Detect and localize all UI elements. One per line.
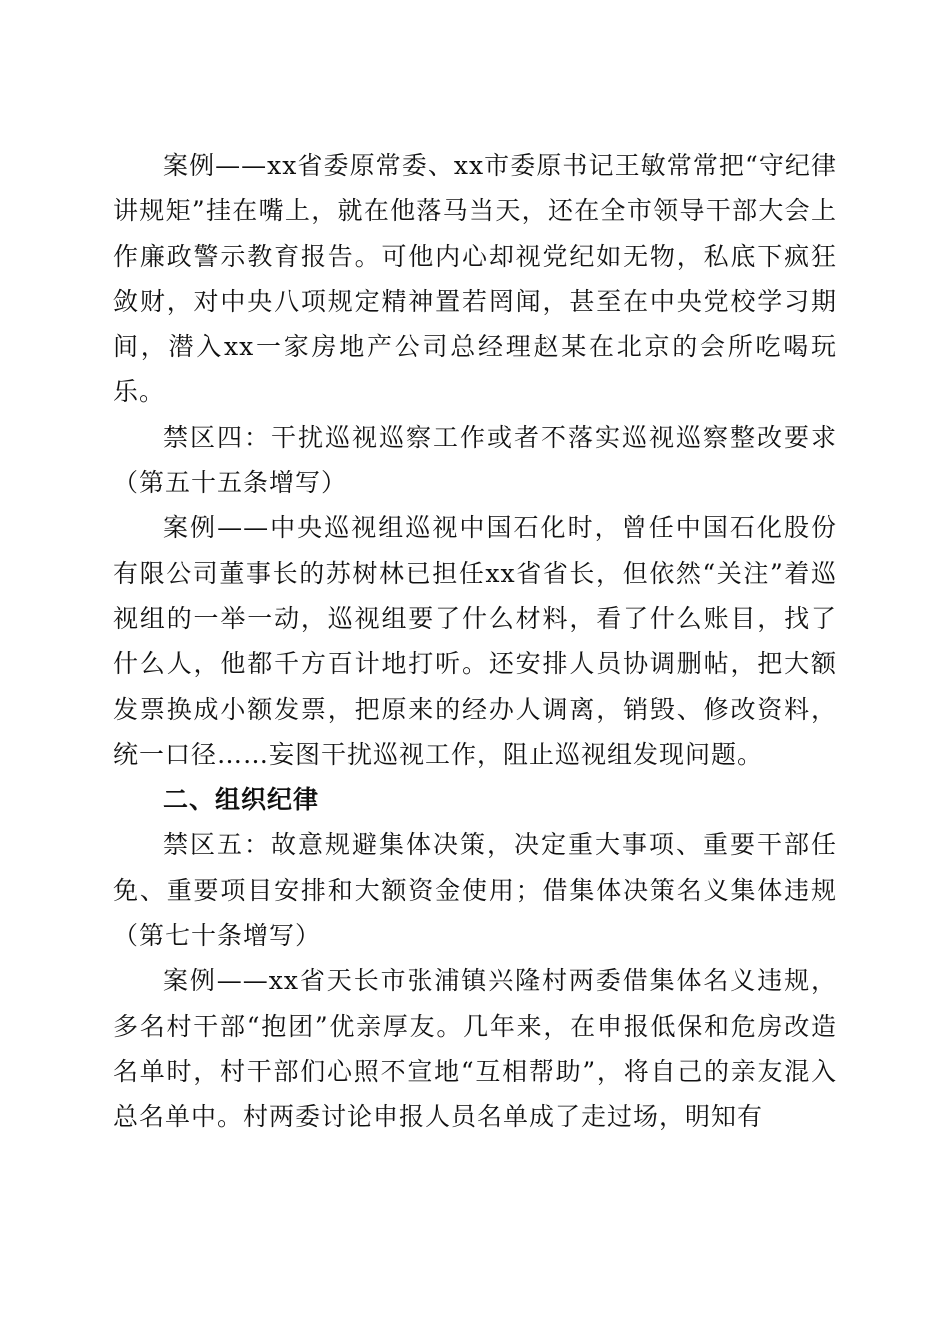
case-paragraph-su-shulin: 案例——中央巡视组巡视中国石化时，曾任中国石化股份有限公司董事长的苏树林已担任xx省省长，但依然“关注”着巡视组的一举一动，巡视组要了什么材料，看了什么账目，找了什么人，他都千方百计地打听。还安排人员协调删帖，把大额发票换成小额发票，把原来的经办人调离，销毁、修改资料，统一口径……妄图干扰巡视工作，阻止巡视组发现问题。 — [113, 513, 837, 769]
case-paragraph-xinglong-village: 案例——xx省天长市张浦镇兴隆村两委借集体名义违规，多名村干部“抱团”优亲厚友。几年来，在申报低保和危房改造名单时，村干部们心照不宣地“互相帮助”，将自己的亲友混入总名单中。村两委讨论申报人员名单成了走过场，明知有 — [113, 966, 837, 1132]
forbidden-zone-four: 禁区四：干扰巡视巡察工作或者不落实巡视巡察整改要求（第五十五条增写） — [113, 422, 837, 498]
section-heading-organizational-discipline: 二、组织纪律 — [163, 785, 320, 815]
forbidden-zone-five: 禁区五：故意规避集体决策，决定重大事项、重要干部任免、重要项目安排和大额资金使用；借集体决策名义集体违规（第七十条增写） — [113, 830, 837, 951]
document-body — [113, 143, 837, 1140]
case-paragraph-wang-min: 案例——xx省委原常委、xx市委原书记王敏常常把“守纪律讲规矩”挂在嘴上，就在他落马当天，还在全市领导干部大会上作廉政警示教育报告。可他内心却视党纪如无物，私底下疯狂敛财，对中央八项规定精神置若罔闻，甚至在中央党校学习期间，潜入xx一家房地产公司总经理赵某在北京的会所吃喝玩乐。 — [113, 151, 837, 407]
